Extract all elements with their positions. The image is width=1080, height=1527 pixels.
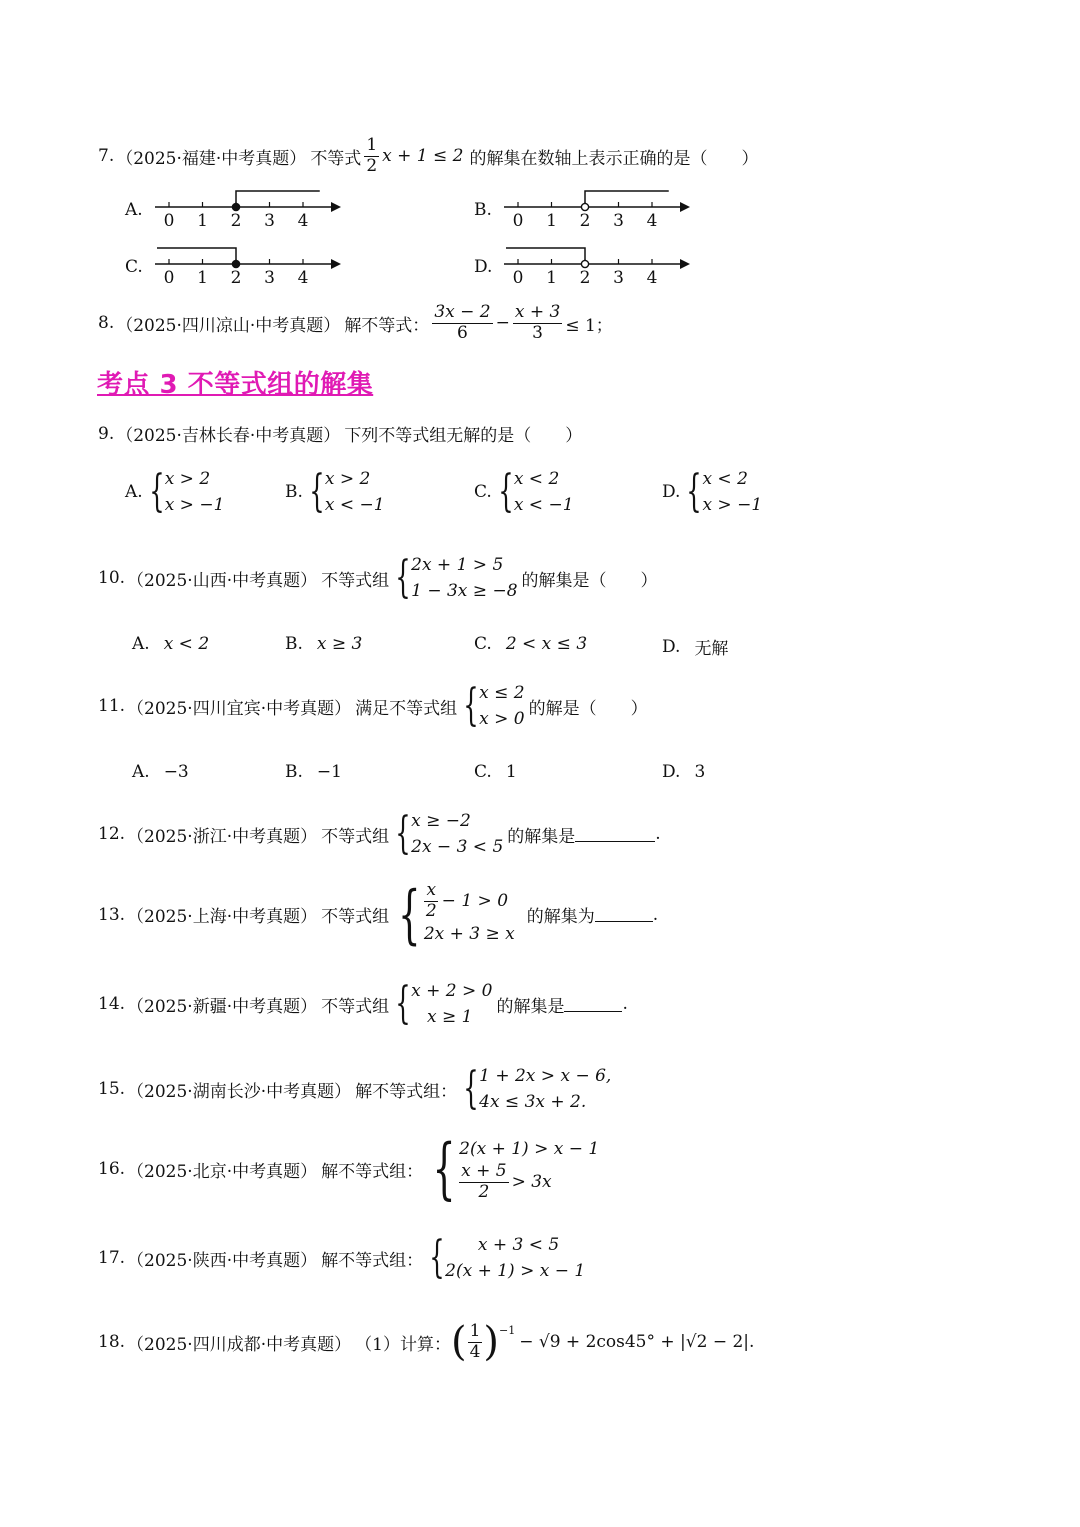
system-row: 2(x + 1) > x − 1 [445,1261,586,1282]
minus-sign: − [495,313,510,334]
option-c[interactable] [125,242,375,292]
question-9 [98,421,582,446]
system-row: 2(x + 1) > x − 1 [459,1139,600,1160]
number-line [504,185,724,235]
question-source: （2025·上海·中考真题） [127,907,318,928]
tick-label: 4 [646,211,658,231]
option-a[interactable] [125,466,228,519]
option-value: x ≥ 3 [316,634,363,654]
question-8 [98,304,613,343]
fraction-denominator: 2 [425,900,437,921]
tick-label: 2 [230,268,242,288]
fraction-denominator: 4 [469,1341,481,1362]
number-line [155,242,375,292]
brace-icon: { [498,466,514,518]
system-row: 1 + 2x > x − 6, [479,1066,612,1086]
option-label: B. [285,634,303,654]
system-row: x > 2 [164,469,211,489]
question-text: 不等式组 [321,907,390,928]
brace-icon: { [686,466,703,518]
question-15 [98,1063,615,1116]
question-text-after: 的解集在数轴上表示正确的是（ ） [469,148,759,169]
question-11 [98,680,648,733]
section-heading: 考点 3 不等式组的解集 [97,370,374,400]
fraction-numerator: 1 [469,1320,481,1341]
question-source: （2025·吉林长春·中考真题） [116,426,341,446]
option-label: A. [125,482,143,503]
tick-label: 3 [264,268,275,288]
question-text: 解不等式组： [321,1161,424,1182]
question-text: 不等式组 [321,996,390,1017]
question-number: 14. [98,994,126,1015]
fraction-numerator: 3x − 2 [434,302,491,322]
exponent: −1 [499,1324,516,1337]
inequality-system [147,466,225,519]
inequality-system [393,552,517,605]
question-source: （2025·四川成都·中考真题） [127,1334,352,1355]
answer-blank[interactable] [564,997,622,1012]
question-text-after: 的解是（ ） [528,698,648,719]
option-a[interactable] [132,762,189,782]
tick-label: 0 [512,211,524,231]
fraction-denominator: 2 [366,155,378,176]
left-paren: ( [450,1319,467,1365]
inequality-system [393,808,503,861]
option-label: A. [132,634,150,654]
question-14 [98,978,628,1031]
question-16 [98,1130,603,1207]
period: . [655,824,661,845]
question-source: （2025·四川宜宾·中考真题） [127,698,352,719]
question-number: 12. [98,824,126,845]
tick-label: 1 [546,211,557,231]
option-value: 2 < x ≤ 3 [505,634,588,654]
option-d[interactable] [662,466,766,519]
system-row-rest: − 1 > 0 [441,891,509,912]
question-number: 11. [98,696,126,717]
inequality-tail: ≤ 1； [565,315,613,336]
option-label: C. [474,634,492,654]
question-12 [98,808,661,861]
question-10 [98,552,658,605]
option-label: A. [132,762,150,782]
inequality-system [393,978,492,1031]
tick-label: 3 [264,211,275,231]
system-row: x < −1 [513,495,574,516]
system-row-rest: > 3x [511,1172,552,1192]
brace-icon: { [309,466,325,518]
option-label: D. [662,482,681,503]
fraction-denominator: 2 [478,1181,490,1202]
period: . [622,994,628,1015]
arrow-icon [680,202,690,212]
system-row: x > 2 [324,469,371,489]
number-line [504,242,724,292]
option-a[interactable] [125,185,375,235]
brace-icon: { [463,1063,479,1115]
question-text: 不等式组 [321,826,390,847]
tick-label: 0 [163,268,175,288]
open-dot-icon [581,260,588,267]
question-text: 解不等式组： [355,1081,458,1102]
system-row [424,882,515,921]
inequality-system [427,1232,585,1285]
system-row: x ≤ 2 [479,683,525,703]
brace-icon: { [148,466,165,518]
arrow-icon [331,202,341,212]
question-text-after: 的解集是 [507,826,576,847]
fraction [432,304,492,343]
system-row: 2x + 1 > 5 [411,555,504,575]
option-value: −3 [163,762,189,782]
open-dot-icon [581,203,588,210]
tick-label: 2 [579,211,591,231]
tick-label: 1 [197,268,208,288]
question-text-after: 的解集是（ ） [521,570,658,591]
system-row: x > 0 [479,709,525,730]
option-label: B. [285,762,303,782]
question-source: （2025·陕西·中考真题） [127,1250,318,1271]
question-text: 不等式 [310,148,362,169]
solution-ray [585,191,669,207]
brace-icon: { [395,552,411,604]
fraction-denominator: 3 [532,322,543,343]
brace-icon: { [395,808,411,860]
tick-label: 1 [546,268,557,288]
question-text: 解不等式： [344,315,430,336]
fraction-numerator: x + 5 [461,1160,507,1181]
option-value: 1 [505,762,517,782]
brace-icon: { [395,978,411,1030]
option-label: D. [662,762,681,782]
question-source: （2025·四川凉山·中考真题） [116,315,341,336]
option-c[interactable] [474,634,587,654]
right-paren: ) [483,1319,499,1365]
inequality-system [684,466,762,519]
system-row: x + 3 < 5 [477,1235,560,1255]
option-label: D. [662,636,681,657]
question-number: 8. [98,313,115,334]
inequality-system [393,877,515,952]
brace-icon: { [429,1232,445,1284]
option-b[interactable] [474,185,724,235]
tick-label: 4 [297,211,309,231]
question-number: 17. [98,1248,126,1269]
filled-dot-icon [232,260,239,267]
option-b[interactable] [285,762,342,782]
question-source: （2025·北京·中考真题） [127,1161,318,1182]
tick-label: 3 [613,268,624,288]
question-number: 13. [98,904,126,925]
brace-icon: { [398,877,421,952]
question-text-after: 的解集为 [526,907,595,928]
fraction [468,1320,483,1362]
inequality-expression: x + 1 ≤ 2 [382,146,464,167]
option-d[interactable] [662,762,705,782]
question-18 [98,1319,755,1365]
fraction-numerator: x + 3 [514,302,561,322]
system-row: x < −1 [324,495,385,516]
system-row [459,1160,599,1202]
system-row: x ≥ −2 [411,811,471,831]
system-row: x ≥ 1 [426,1007,473,1028]
question-text: 下列不等式组无解的是（ ） [344,426,583,446]
question-source: （2025·湖南长沙·中考真题） [127,1081,352,1102]
fraction-numerator: x [426,880,437,900]
brace-icon: { [463,680,479,732]
question-text: 满足不等式组 [355,698,458,719]
option-d[interactable] [474,242,724,292]
inequality-system [496,466,574,519]
tick-label: 0 [512,268,524,288]
arrow-icon [680,259,690,269]
period: . [652,904,659,925]
question-number: 9. [98,423,115,444]
fraction-numerator: 1 [366,135,378,155]
option-d[interactable] [662,634,728,659]
fraction-denominator: 6 [457,322,468,343]
fraction [364,137,379,176]
tick-label: 2 [230,211,242,231]
question-number: 10. [98,568,126,589]
system-row: x > −1 [702,495,763,516]
option-value: 3 [694,762,706,782]
option-c[interactable] [474,762,517,782]
option-value: 无解 [694,639,729,659]
tick-label: 4 [297,268,309,288]
tick-label: 1 [197,211,208,231]
tick-label: 4 [646,268,658,288]
option-a[interactable] [132,634,209,654]
arrow-icon [331,259,341,269]
fraction [459,1160,508,1202]
question-source: （2025·福建·中考真题） [116,148,307,169]
option-label: C. [474,482,492,503]
question-number: 7. [98,146,115,167]
question-7 [98,137,758,176]
answer-blank[interactable] [575,827,655,842]
system-row: x < 2 [513,469,560,489]
option-label: A. [125,200,143,220]
option-value: −1 [316,762,342,782]
tick-label: 2 [579,268,591,288]
option-b[interactable] [285,466,389,519]
option-c[interactable] [474,466,578,519]
question-source: （2025·山西·中考真题） [127,570,318,591]
question-number: 15. [98,1079,126,1100]
tick-label: 3 [613,211,624,231]
option-label: D. [474,257,493,277]
tick-label: 0 [163,211,175,231]
question-number: 16. [98,1159,126,1179]
system-row: x < 2 [702,469,748,489]
question-13 [98,877,659,952]
option-label: B. [474,200,492,220]
system-row: x > −1 [164,495,225,516]
fraction [424,882,439,921]
brace-icon: { [432,1130,456,1207]
question-source: （2025·浙江·中考真题） [127,826,318,847]
inequality-system [461,1063,611,1116]
question-number: 18. [98,1332,126,1352]
question-text: （1）计算： [355,1334,451,1355]
system-row: 2x − 3 < 5 [411,837,504,858]
option-label: C. [474,762,492,782]
option-b[interactable] [285,634,362,654]
option-label: C. [125,257,143,277]
fraction [513,304,562,343]
answer-blank[interactable] [595,907,653,922]
option-label: B. [285,482,303,503]
inequality-system [307,466,385,519]
system-row: 2x + 3 ≥ x [423,923,515,944]
inequality-system [461,680,524,733]
question-17 [98,1232,589,1285]
system-row: x + 2 > 0 [411,981,493,1001]
option-value: x < 2 [163,634,210,654]
system-row: 1 − 3x ≥ −8 [411,581,518,602]
question-text-after: 的解集是 [496,996,565,1017]
question-source: （2025·新疆·中考真题） [127,996,318,1017]
inequality-system [427,1130,600,1207]
math-expression: − √9 + 2cos45° + |√2 − 2|. [519,1332,755,1352]
number-line [155,185,375,235]
question-text: 不等式组 [321,570,390,591]
system-row: 4x ≤ 3x + 2. [479,1092,587,1113]
solution-ray [236,191,320,207]
filled-dot-icon [232,203,239,210]
question-text: 解不等式组： [321,1250,424,1271]
